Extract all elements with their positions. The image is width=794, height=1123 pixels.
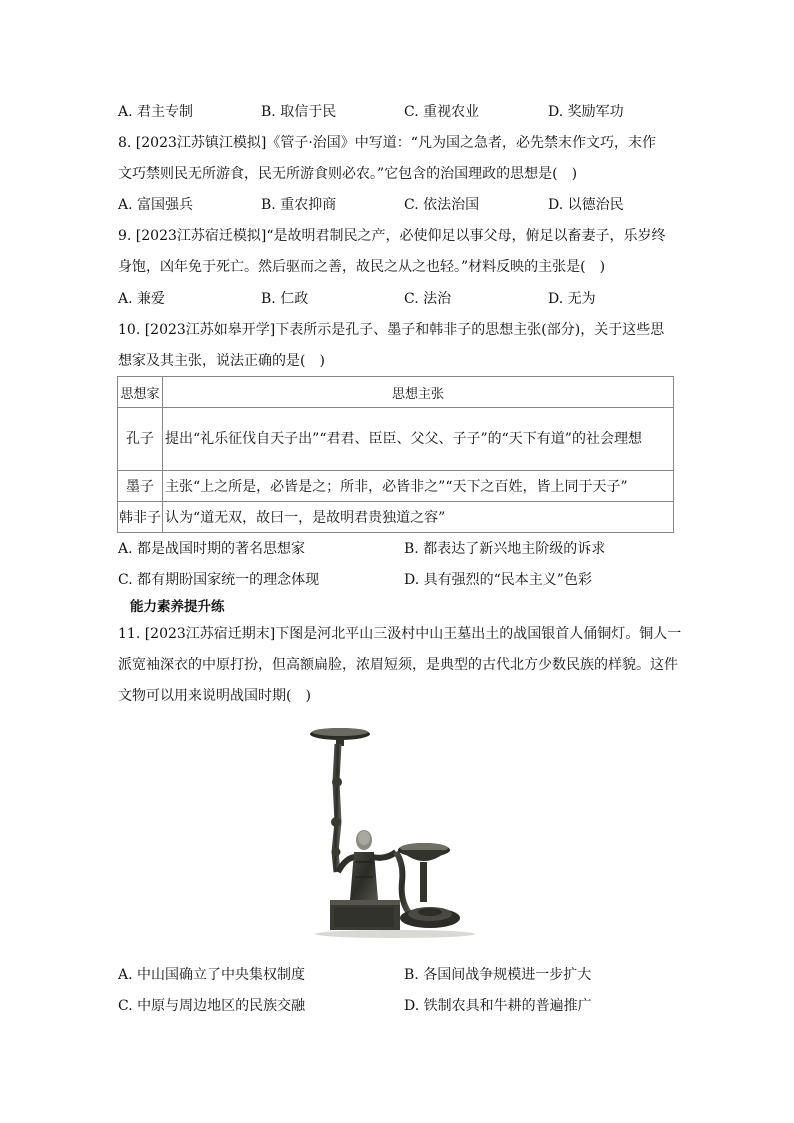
q11-stem-line-1: 11. [2023江苏宿迁期末]下图是河北平山三汲村中山王墓出土的战国银首人俑铜灯。铜人一	[118, 626, 682, 642]
table-row	[118, 471, 674, 502]
q8-stem-line-2: 文巧禁则民无所游食，民无所游食则必农。”它包含的治国理政的思想是( )	[118, 166, 578, 182]
q8-stem-line-1: 8. [2023江苏镇江模拟]《管子·治国》中写道：“凡为国之急者，必先禁末作文巧，末作	[118, 135, 656, 151]
table-header-row	[118, 377, 674, 408]
q7-option-c: C. 重视农业	[404, 104, 480, 120]
thinker-ideas: 认为“道无双，故曰一，是故明君贵独道之容”	[163, 502, 674, 533]
section-title: 能力素养提升练	[130, 599, 225, 615]
q11-option-a: A. 中山国确立了中央集权制度	[118, 967, 306, 983]
q11-stem-line-3: 文物可以用来说明战国时期( )	[118, 688, 311, 704]
q8-option-d: D. 以德治民	[548, 197, 624, 213]
q11-option-d: D. 铁制农具和牛耕的普遍推广	[404, 998, 592, 1014]
q11-stem-line-2: 派宽袖深衣的中原打扮，但高额扁脸，浓眉短须，是典型的古代北方少数民族的样貌。这件	[118, 657, 678, 673]
q11-option-b: B. 各国间战争规模进一步扩大	[404, 967, 592, 983]
q10-option-c: C. 都有期盼国家统一的理念体现	[118, 572, 320, 588]
q10-stem-line-2: 想家及其主张，说法正确的是( )	[118, 353, 325, 369]
thinker-name: 墨子	[118, 471, 163, 502]
q9-stem-line-2: 身饱，凶年免于死亡。然后驱而之善，故民之从之也轻。”材料反映的主张是( )	[118, 259, 606, 275]
table-row	[118, 502, 674, 533]
q10-stem-line-1: 10. [2023江苏如皋开学]下表所示是孔子、墨子和韩非子的思想主张(部分)，关于这些思	[118, 322, 665, 338]
q10-option-b: B. 都表达了新兴地主阶级的诉求	[404, 541, 606, 557]
thinker-ideas: 主张“上之所是，必皆是之；所非，必皆非之”“天下之百姓，皆上同于天子”	[163, 471, 674, 502]
q11-option-c: C. 中原与周边地区的民族交融	[118, 998, 306, 1014]
q9-option-d: D. 无为	[548, 291, 596, 307]
q9-option-c: C. 法治	[404, 291, 452, 307]
thinker-name: 孔子	[118, 408, 163, 471]
header-ideas: 思想主张	[163, 377, 674, 408]
q7-option-a: A. 君主专制	[118, 104, 194, 120]
q10-option-a: A. 都是战国时期的著名思想家	[118, 541, 306, 557]
thinker-ideas: 提出“礼乐征伐自天子出”“君君、臣臣、父父、子子”的“天下有道”的社会理想	[163, 408, 674, 471]
q8-option-c: C. 依法治国	[404, 197, 480, 213]
thinkers-table	[117, 376, 674, 533]
thinker-name: 韩非子	[118, 502, 163, 533]
q9-stem-line-1: 9. [2023江苏宿迁模拟]“是故明君制民之产，必使仰足以事父母，俯足以畜妻子，乐岁终	[118, 228, 666, 244]
header-thinker: 思想家	[118, 377, 163, 408]
q8-option-b: B. 重农抑商	[261, 197, 337, 213]
q8-option-a: A. 富国强兵	[118, 197, 194, 213]
bronze-lamp-photo	[300, 722, 490, 952]
q7-option-b: B. 取信于民	[261, 104, 337, 120]
q7-option-d: D. 奖励军功	[548, 104, 624, 120]
q9-option-b: B. 仁政	[261, 291, 309, 307]
q9-option-a: A. 兼爱	[118, 291, 166, 307]
q10-option-d: D. 具有强烈的“民本主义”色彩	[404, 572, 592, 588]
table-row	[118, 408, 674, 471]
